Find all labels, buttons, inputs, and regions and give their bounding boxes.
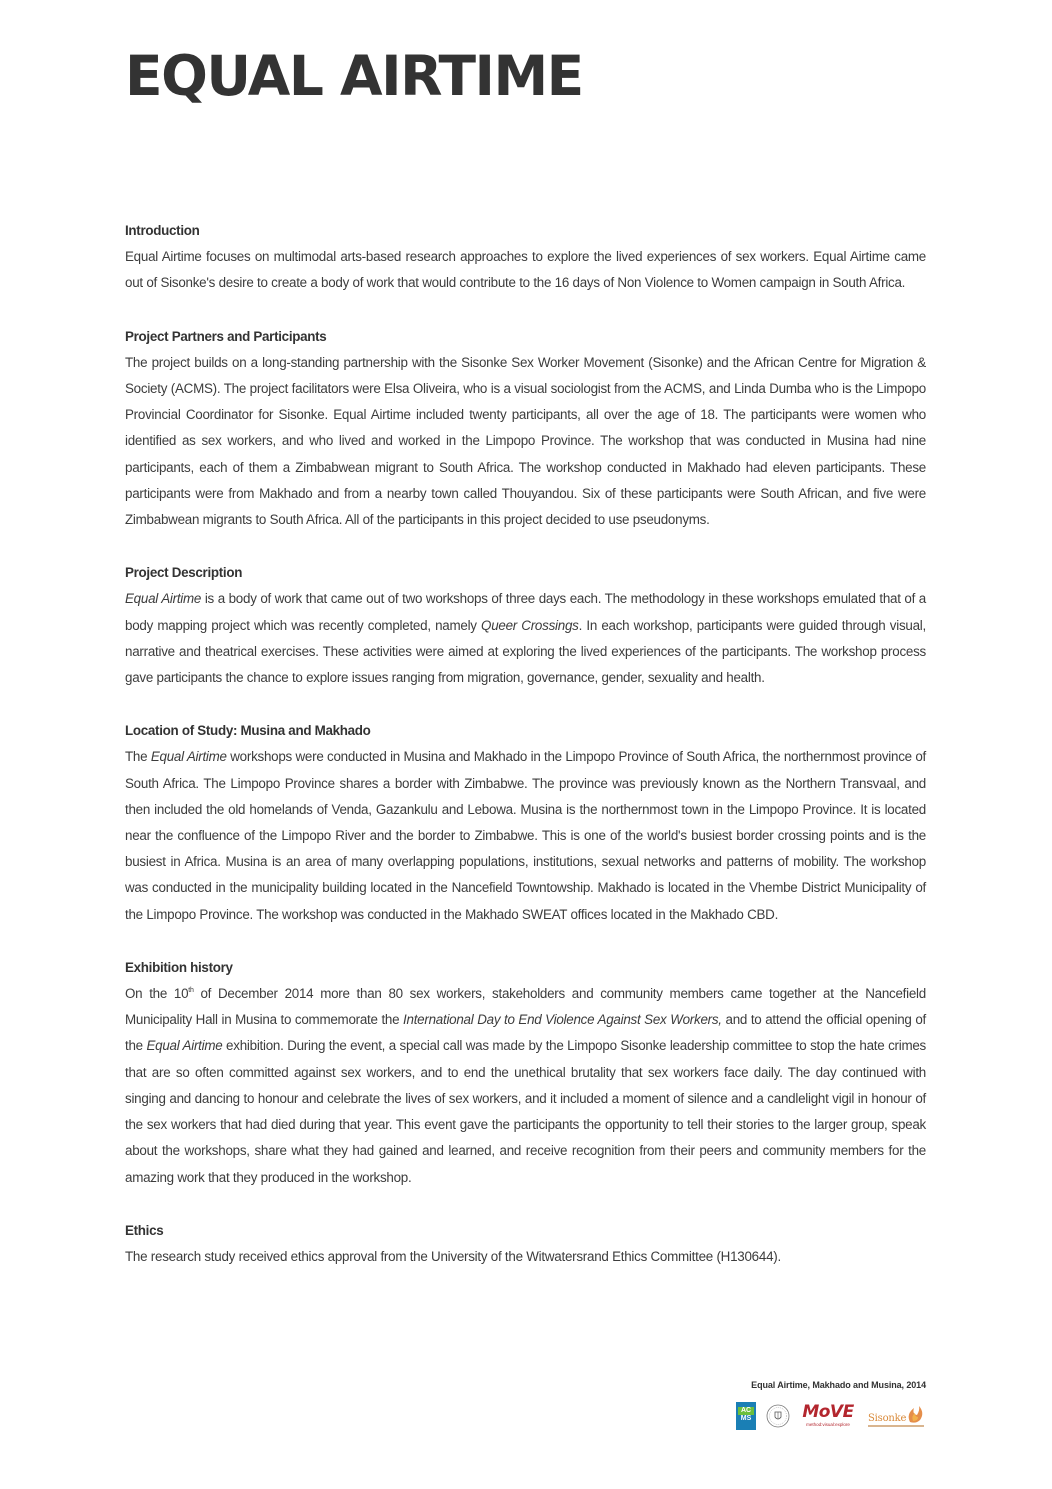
text-run: On the 10: [125, 986, 189, 1002]
section-heading: Project Description: [125, 565, 243, 581]
acms-logo-line2: MS: [740, 1415, 752, 1422]
sisonke-logo: [866, 1404, 928, 1430]
section-partners: [125, 324, 926, 534]
sisonke-flame-icon: [904, 1404, 926, 1426]
sisonke-logo-word: Sisonke: [868, 1413, 907, 1424]
section-paragraph: [125, 981, 926, 1191]
section-ethics: [125, 1218, 926, 1270]
section-location: [125, 718, 926, 928]
acms-logo: [736, 1402, 756, 1430]
university-seal-logo: [766, 1404, 790, 1433]
italic-title: Equal Airtime: [146, 1038, 223, 1054]
section-paragraph: The research study received ethics approval from the University of the Witwatersrand Ethics Committee (H130644).: [125, 1248, 781, 1264]
section-heading: Introduction: [125, 223, 200, 238]
italic-title: Queer Crossings: [481, 617, 579, 633]
sisonke-logo-subline: [868, 1425, 924, 1427]
section-heading: Project Partners and Participants: [125, 328, 327, 344]
move-logo: [802, 1403, 854, 1429]
section-description: [125, 560, 926, 691]
section-paragraph: [125, 586, 926, 691]
section-heading: Exhibition history: [125, 959, 233, 975]
move-logo-word: MoVE: [802, 1402, 854, 1422]
italic-title: Equal Airtime: [150, 749, 227, 765]
italic-title: International Day to End Violence Against Sex Workers,: [403, 1012, 722, 1028]
section-exhibition: [125, 955, 926, 1191]
section-heading: Ethics: [125, 1222, 164, 1238]
partner-logos: [736, 1402, 928, 1430]
section-paragraph: Equal Airtime focuses on multimodal arts-based research approaches to explore the lived experiences of sex workers. Equal Airtime came out of Sisonke's desire to create a body of work that would contribute to the 16 days of Non Violence to Women campaign in South Africa.: [125, 249, 926, 291]
text-run: exhibition. During the event, a special call was made by the Limpopo Sisonke leadership committee to stop the hate crimes that are so often committed against sex workers, and to end the unethical brutality that sex workers face daily. The day continued with singing and dancing to honour and celebrate the lives of sex workers, and it included a moment of silence and a candlelight vigil in honour of the sex workers that had died during that year. This event gave the participants the opportunity to tell their stories to the larger group, speak about the workshops, share what they had gained and learned, and receive recognition from their peers and community members for the amazing work that they produced in the workshop.: [125, 1038, 926, 1185]
section-paragraph: The project builds on a long-standing partnership with the Sisonke Sex Worker Movement (Sisonke) and the African Centre for Migration & Society (ACMS). The project facilitators were Elsa Oliveira, who is a visual sociologist from the ACMS, and Linda Dumba who is the Limpopo Provincial Coordinator for Sisonke. Equal Airtime included twenty participants, all over the age of 18. The participants were women who identified as sex workers, and who lived and worked in the Limpopo Province. The workshop that was conducted in Musina had nine participants, each of them a Zimbabwean migrant to South Africa. The workshop conducted in Makhado had eleven participants. These participants were from Makhado and from a nearby town called Thouyandou. Six of these participants were South African, and five were Zimbabwean migrants to South Africa. All of the participants in this project decided to use pseudonyms.: [125, 354, 926, 528]
acms-logo-line1: AC: [738, 1407, 754, 1415]
section-paragraph: [125, 744, 926, 927]
seal-icon: [766, 1404, 790, 1428]
text-run: is a body of work that came out of two workshops of three days each. The methodology in these workshops emulated that of a body mapping project which was recently completed, namely: [125, 591, 927, 633]
footer-caption: Equal Airtime, Makhado and Musina, 2014: [751, 1380, 926, 1390]
text-run: The: [125, 749, 151, 765]
document-body: [125, 218, 926, 1297]
text-run: . In each workshop, participants were guided through visual, narrative and theatrical exercises. These activities were aimed at exploring the lived experiences of the participants. The workshop process gave participants the chance to explore issues ranging from migration, governance, gender, sexuality and health.: [125, 617, 926, 686]
section-introduction: [125, 218, 926, 297]
page-title: EQUAL AIRTIME: [125, 44, 583, 108]
text-run: workshops were conducted in Musina and Makhado in the Limpopo Province of South Africa, the northernmost province of South Africa. The Limpopo Province shares a border with Zimbabwe. The province was previously known as the Northern Transvaal, and then included the old homelands of Venda, Gazankulu and Lebowa. Musina is the northernmost town in the Limpopo Province. It is located near the confluence of the Limpopo River and the border to Zimbabwe. This is one of the world's busiest border crossing points and is the busiest in Africa. Musina is an area of many overlapping populations, institutions, sexual networks and patterns of mobility. The workshop was conducted in the municipality building located in the Nancefield Towntowship. Makhado is located in the Vhembe District Municipality of the Limpopo Province. The workshop was conducted in the Makhado SWEAT offices located in the Makhado CBD.: [125, 749, 926, 922]
italic-title: Equal Airtime: [125, 591, 202, 607]
text-run: of December 2014 more than 80 sex workers, stakeholders and community members came together at the Nancefield Municipality Hall in Musina to commemorate the: [125, 986, 926, 1028]
ordinal-suffix: th: [188, 987, 194, 995]
text-run: and to attend the official opening of the: [125, 1012, 926, 1054]
section-heading: Location of Study: Musina and Makhado: [125, 723, 371, 739]
move-logo-tagline: method:visual:explore: [806, 1422, 850, 1427]
